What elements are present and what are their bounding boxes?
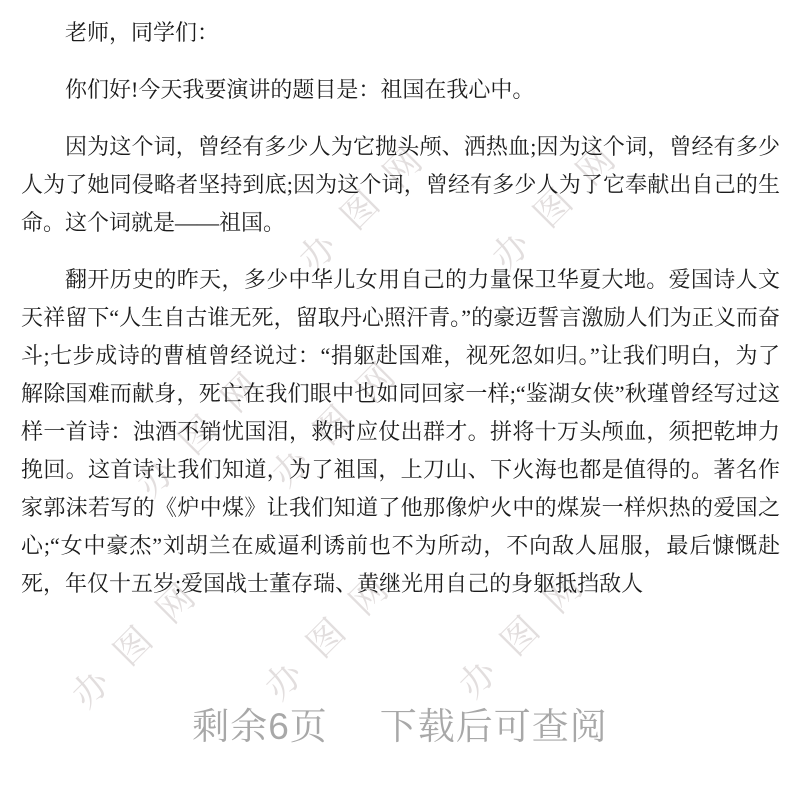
watermark-text: 办图网 [63, 559, 220, 716]
paragraph-salutation: 老师，同学们： [65, 20, 220, 45]
preview-footer [0, 704, 800, 750]
paragraph-greeting-topic: 你们好!今天我要演讲的题目是：祖国在我心中。 [65, 77, 535, 102]
watermark-text: 办图网 [290, 123, 447, 280]
watermark-text: 办图网 [263, 338, 420, 495]
pages-remaining-label: 剩余6页 [192, 706, 328, 747]
watermark-text: 办图网 [128, 348, 285, 505]
paragraph-because-of-this-word: 因为这个词，曾经有多少人为它抛头颅、洒热血;因为这个词，曾经有多少人为了她同侵略者坚持到底;因为这个词，曾经有多少人为了它奉献出自己的生命。这个词就是——祖国。 [21, 134, 780, 235]
download-hint-label: 下载后可查阅 [379, 706, 608, 747]
watermark-text: 办图网 [483, 121, 640, 278]
paragraph-history-heroes: 翻开历史的昨天，多少中华儿女用自己的力量保卫华夏大地。爱国诗人文天祥留下“人生自古谁无死，留取丹心照汗青。”的豪迈誓言激励人们为正义而奋斗;七步成诗的曹植曾经说过：“捐躯赴国难，视死忽如归。”让我们明白，为了解除国难而献身，死亡在我们眼中也如同回家一样;“鉴湖女侠”秋瑾曾经写过这样一首诗：浊酒不销忧国泪，救时应仗出群才。拼将十万头颅血，须把乾坤力挽回。这首诗让我们知道，为了祖国，上刀山、下火海也都是值得的。著名作家郭沫若写的《炉中煤》让我们知道了他那像炉火中的煤炭一样炽热的爱国之心;“女中豪杰”刘胡兰在威逼利诱前也不为所动，不向敌人屈服，最后慷慨赴死，年仅十五岁;爱国战士董存瑞、黄继光用自己的身躯抵挡敌人 [21, 267, 780, 596]
watermark-text: 办图网 [450, 549, 607, 706]
watermark-text: 办图网 [256, 551, 413, 708]
